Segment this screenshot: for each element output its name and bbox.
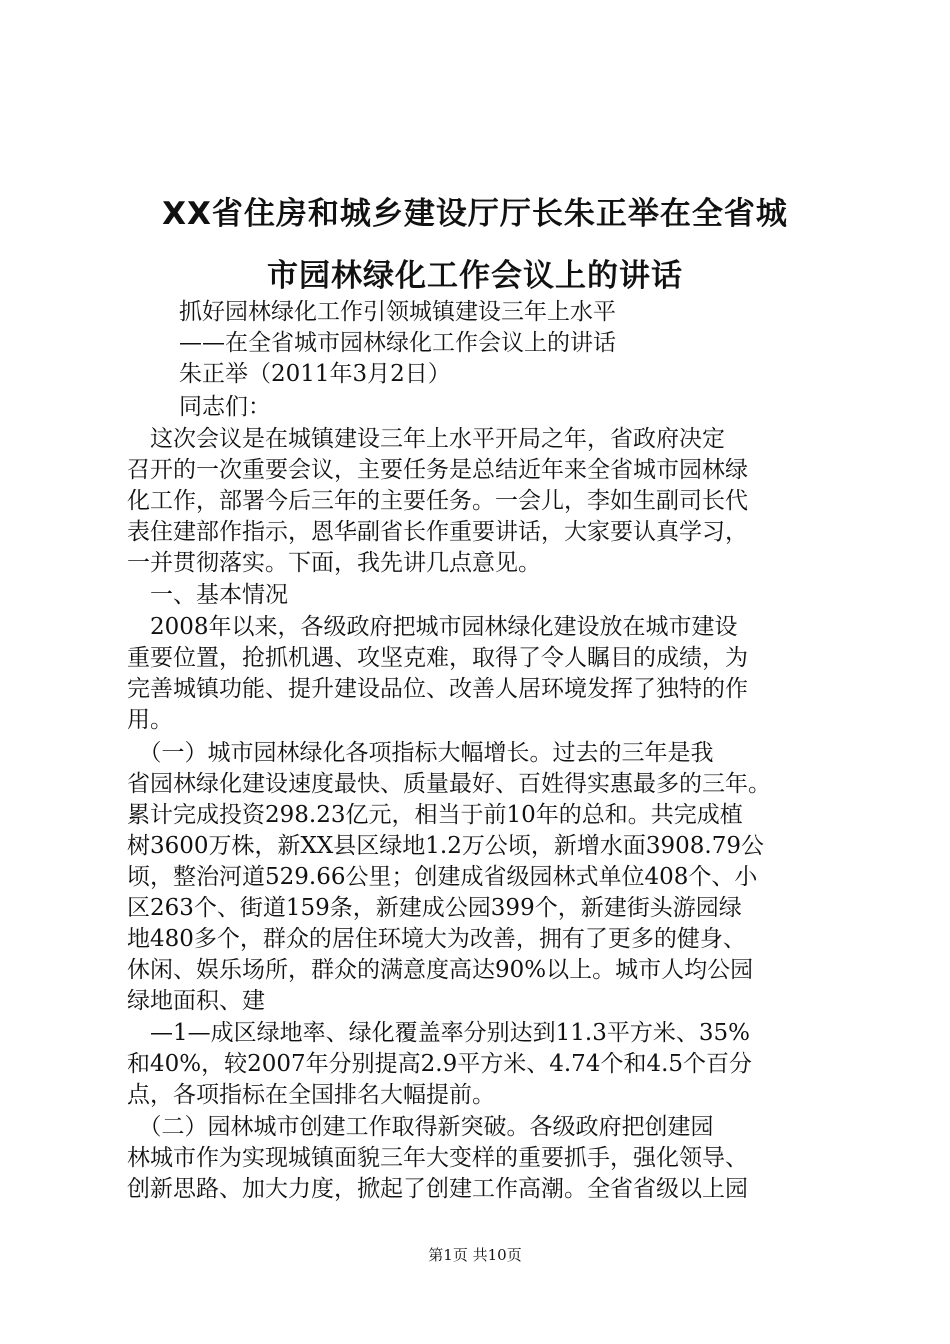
paragraph-line: 顷，整治河道529.66公里；创建成省级园林式单位408个、小 — [127, 864, 758, 890]
paragraph-line: （二）园林城市创建工作取得新突破。各级政府把创建园 — [127, 1114, 714, 1140]
paragraph-line: 累计完成投资298.23亿元，相当于前10年的总和。共完成植 — [127, 802, 743, 828]
paragraph-line: 完善城镇功能、提升建设品位、改善人居环境发挥了独特的作 — [127, 676, 748, 702]
page-footer: 第1页 共10页 — [428, 1246, 522, 1264]
paragraph-line: 召开的一次重要会议，主要任务是总结近年来全省城市园林绿 — [127, 457, 748, 483]
paragraph-line: （一）城市园林绿化各项指标大幅增长。过去的三年是我 — [127, 740, 714, 766]
paragraph-line: —1—成区绿地率、绿化覆盖率分别达到11.3平方米、35% — [127, 1020, 750, 1046]
subtitle: 抓好园林绿化工作引领城镇建设三年上水平 — [179, 299, 616, 325]
paragraph-line: 这次会议是在城镇建设三年上水平开局之年，省政府决定 — [127, 426, 725, 452]
paragraph-line: 区263个、街道159条，新建成公园399个，新建街头游园绿 — [127, 895, 742, 921]
paragraph-line: 表住建部作指示，恩华副省长作重要讲话，大家要认真学习， — [127, 519, 748, 545]
document-title-line-2: 市园林绿化工作会议上的讲话 — [267, 258, 683, 294]
paragraph-line: 地480多个，群众的居住环境大为改善，拥有了更多的健身、 — [127, 926, 746, 952]
paragraph-line: 绿地面积、建 — [127, 988, 265, 1014]
paragraph-line: 省园林绿化建设速度最快、质量最好、百姓得实惠最多的三年。 — [127, 771, 771, 797]
subtitle-speech: ——在全省城市园林绿化工作会议上的讲话 — [179, 330, 616, 356]
paragraph-line: 创新思路、加大力度，掀起了创建工作高潮。全省省级以上园 — [127, 1176, 748, 1202]
paragraph-line: 用。 — [127, 707, 173, 733]
paragraph-line: 化工作，部署今后三年的主要任务。一会儿，李如生副司长代 — [127, 488, 748, 514]
paragraph-line: 点，各项指标在全国排名大幅提前。 — [127, 1082, 495, 1108]
paragraph-line: 一并贯彻落实。下面，我先讲几点意见。 — [127, 550, 541, 576]
author-date: 朱正举（2011年3月2日） — [179, 361, 451, 387]
paragraph-line: 2008年以来，各级政府把城市园林绿化建设放在城市建设 — [127, 614, 738, 640]
section-heading: 一、基本情况 — [127, 582, 288, 608]
paragraph-line: 休闲、娱乐场所，群众的满意度高达90%以上。城市人均公园 — [127, 957, 754, 983]
paragraph-line: 林城市作为实现城镇面貌三年大变样的重要抓手，强化领导、 — [127, 1145, 748, 1171]
salutation: 同志们： — [179, 394, 271, 420]
document-title-line-1: XX省住房和城乡建设厅厅长朱正举在全省城 — [162, 196, 788, 232]
paragraph-line: 重要位置，抢抓机遇、攻坚克难，取得了令人瞩目的成绩，为 — [127, 645, 748, 671]
paragraph-line: 和40%，较2007年分别提高2.9平方米、4.74个和4.5个百分 — [127, 1051, 753, 1077]
paragraph-line: 树3600万株，新XX县区绿地1.2万公顷，新增水面3908.79公 — [127, 833, 764, 859]
